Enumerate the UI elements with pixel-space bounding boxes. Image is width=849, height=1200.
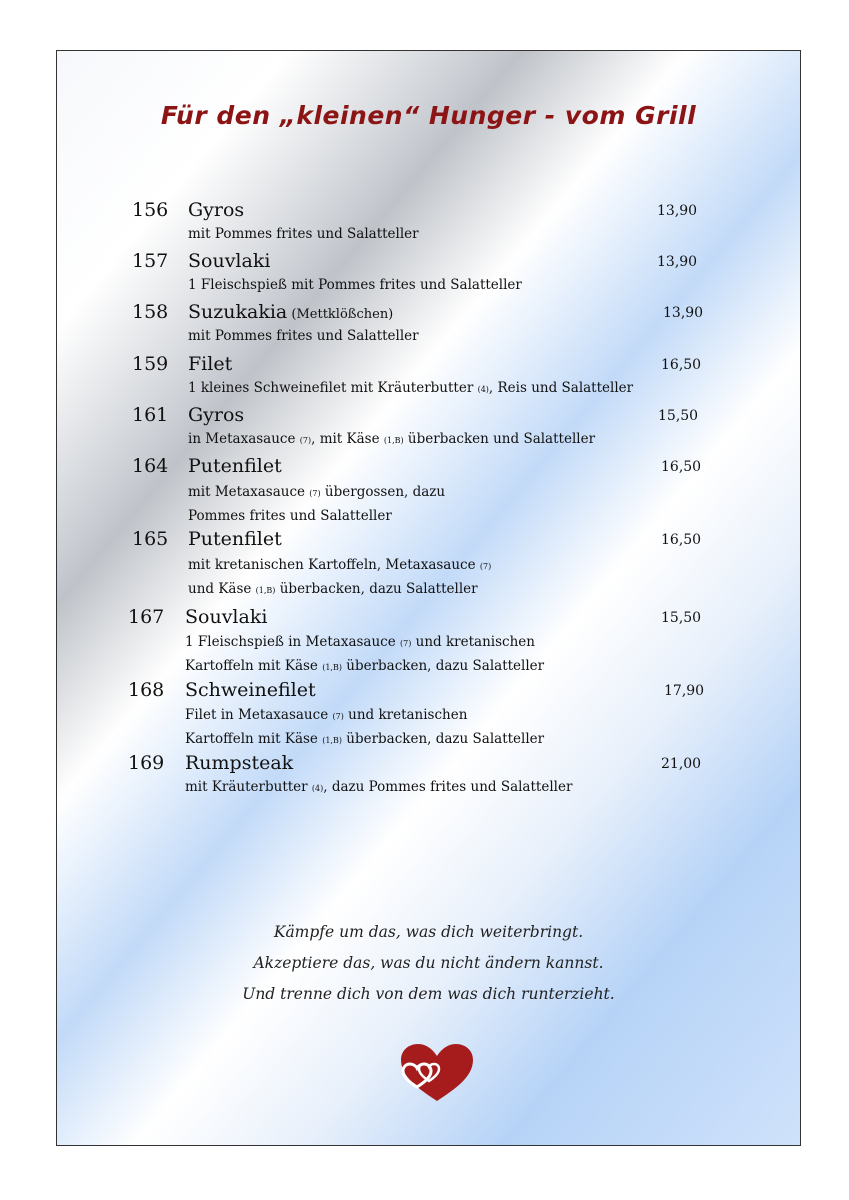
description-text: 1 Fleischspieß in Metaxasauce (185, 634, 401, 650)
description-line (185, 776, 572, 800)
quote-line: Und trenne dich von dem was dich runterzieht. (242, 985, 615, 1003)
item-name: Gyros (188, 199, 245, 221)
item-description (188, 223, 419, 245)
double-heart-icon (399, 1043, 475, 1103)
item-description (188, 481, 445, 527)
item-name: Souvlaki (188, 250, 271, 272)
item-price: 16,50 (661, 459, 702, 475)
description-line (188, 223, 419, 245)
description-text: 1 kleines Schweinefilet mit Kräuterbutter (188, 380, 478, 396)
item-price: 15,50 (658, 408, 699, 424)
description-line (185, 704, 544, 728)
allergen-marker: (7) (309, 489, 321, 498)
item-number: 161 (132, 404, 169, 426)
page-title: Für den „kleinen“ Hunger - vom Grill (160, 101, 697, 130)
item-price: 16,50 (661, 532, 702, 548)
description-line (185, 631, 544, 655)
item-number: 158 (132, 301, 169, 323)
item-description (185, 704, 544, 752)
item-description (185, 776, 572, 800)
description-text: und kretanischen (411, 634, 535, 650)
item-name: Rumpsteak (185, 752, 294, 774)
description-text: Kartoffeln mit Käse (185, 731, 323, 747)
quote-line: Kämpfe um das, was dich weiterbringt. (273, 923, 584, 941)
allergen-marker: (7) (332, 712, 344, 721)
item-number: 165 (132, 528, 169, 550)
description-text: mit kretanischen Kartoffeln, Metaxasauce (188, 557, 480, 573)
description-text: übergossen, dazu (320, 484, 446, 500)
description-line (188, 377, 633, 401)
allergen-marker: (1,B) (383, 436, 404, 445)
description-line (185, 728, 544, 752)
description-text: überbacken, dazu Salatteller (341, 658, 545, 674)
item-number: 168 (128, 679, 165, 701)
description-text: , mit Käse (311, 431, 384, 447)
quote-block (57, 917, 800, 1010)
item-price: 13,90 (663, 305, 704, 321)
allergen-marker: (7) (299, 436, 312, 445)
description-line (185, 655, 544, 679)
item-number: 167 (128, 606, 165, 628)
item-price: 13,90 (657, 203, 698, 219)
description-line (188, 325, 419, 347)
description-text: überbacken, dazu Salatteller (275, 581, 478, 597)
allergen-marker: (1,B) (255, 586, 276, 595)
description-text: , Reis und Salatteller (488, 380, 634, 396)
item-price: 15,50 (661, 610, 702, 626)
item-name: Putenfilet (188, 528, 282, 550)
item-description (188, 325, 419, 347)
description-text: , dazu Pommes frites und Salatteller (323, 779, 573, 795)
description-text: überbacken und Salatteller (403, 431, 596, 447)
description-text: und Käse (188, 581, 256, 597)
item-price: 16,50 (661, 357, 702, 373)
item-name: Putenfilet (188, 455, 282, 477)
description-text: Pommes frites und Salatteller (188, 508, 392, 524)
description-text: mit Metaxasauce (188, 484, 310, 500)
description-line (188, 428, 595, 452)
item-description (188, 274, 522, 296)
item-description (188, 377, 633, 401)
item-price: 13,90 (657, 254, 698, 270)
description-text: und kretanischen (343, 707, 468, 723)
item-number: 164 (132, 455, 169, 477)
allergen-marker: (1,B) (322, 663, 342, 672)
description-text: 1 Fleischspieß mit Pommes frites und Salatteller (188, 277, 522, 293)
item-description (188, 428, 595, 452)
item-price: 17,90 (664, 683, 705, 699)
item-number: 159 (132, 353, 169, 375)
item-name-note: (Mettklößchen) (287, 307, 394, 322)
description-text: in Metaxasauce (188, 431, 300, 447)
description-line (188, 554, 491, 578)
item-description (188, 554, 491, 602)
item-name: Souvlaki (185, 606, 268, 628)
item-name: Schweinefilet (185, 679, 316, 701)
item-name: Suzukakia (Mettklößchen) (188, 301, 394, 323)
description-text: Filet in Metaxasauce (185, 707, 333, 723)
description-text: überbacken, dazu Salatteller (341, 731, 545, 747)
allergen-marker: (7) (479, 562, 492, 571)
item-name: Filet (188, 353, 233, 375)
item-name: Gyros (188, 404, 245, 426)
description-text: mit Kräuterbutter (185, 779, 312, 795)
item-number: 169 (128, 752, 165, 774)
description-text: mit Pommes frites und Salatteller (188, 328, 419, 344)
item-number: 156 (132, 199, 169, 221)
item-description (185, 631, 544, 679)
item-price: 21,00 (661, 756, 702, 772)
description-line (188, 505, 445, 527)
allergen-marker: (1,B) (322, 736, 342, 745)
description-line (188, 274, 522, 296)
description-line (188, 578, 491, 602)
menu-page (56, 50, 801, 1146)
description-text: mit Pommes frites und Salatteller (188, 226, 419, 242)
allergen-marker: (4) (477, 385, 489, 394)
item-number: 157 (132, 250, 169, 272)
description-text: Kartoffeln mit Käse (185, 658, 323, 674)
quote-line: Akzeptiere das, was du nicht ändern kannst. (253, 954, 604, 972)
allergen-marker: (7) (400, 639, 412, 648)
description-line (188, 481, 445, 505)
allergen-marker: (4) (311, 784, 324, 793)
